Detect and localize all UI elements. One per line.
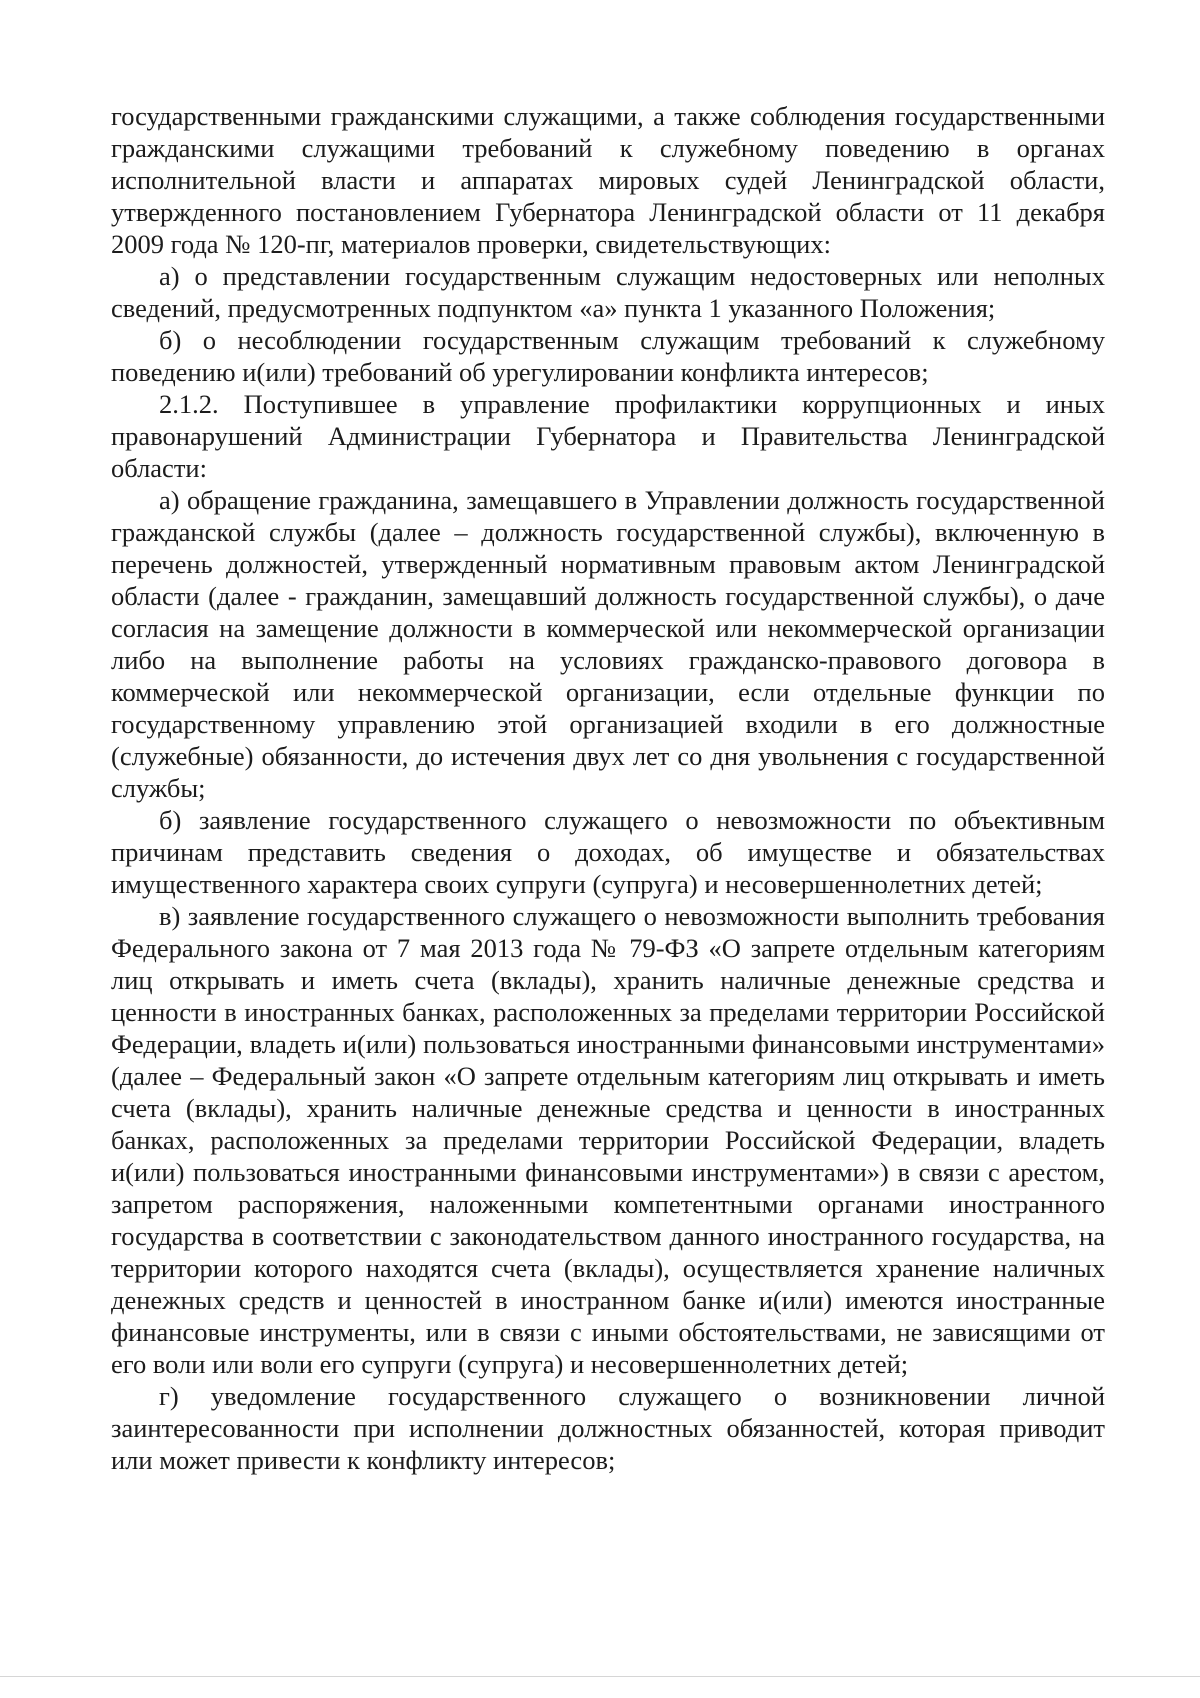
paragraph-item-a-false-info: а) о представлении государственным служащим недостоверных или неполных сведений, предусмотренных подпунктом «а» пункта 1 указанного Положения; [111, 261, 1105, 323]
paragraph-intro: государственными гражданскими служащими, а также соблюдения государственными гражданскими служащими требований к служебному поведению в органах исполнительной власти и аппаратах мировых судей Ленинградской области, утвержденного постановлением Губернатора Ленинградской области от 11 декабря 2009 года № 120-пг, материалов проверки, свидетельствующих: [111, 101, 1105, 259]
document-body [111, 100, 1105, 1476]
paragraph-item-b-income-statement: б) заявление государственного служащего о невозможности по объективным причинам представить сведения о доходах, об имуществе и обязательствах имущественного характера своих супруги (супруга) и несовершеннолетних детей; [111, 805, 1105, 899]
page-bottom-divider [0, 1676, 1200, 1677]
paragraph-item-a-citizen-appeal: а) обращение гражданина, замещавшего в Управлении должность государственной гражданской службы (далее – должность государственной службы), включенную в перечень должностей, утвержденный нормативным правовым актом Ленинградской области (далее - гражданин, замещавший должность государственной службы), о даче согласия на замещение должности в коммерческой или некоммерческой организации либо на выполнение работы на условиях гражданско-правового договора в коммерческой или некоммерческой организации, если отдельные функции по государственному управлению этой организацией входили в его должностные (служебные) обязанности, до истечения двух лет со дня увольнения с государственной службы; [111, 485, 1105, 803]
paragraph-item-b-conduct: б) о несоблюдении государственным служащим требований к служебному поведению и(или) требований об урегулировании конфликта интересов; [111, 325, 1105, 387]
paragraph-section-2-1-2: 2.1.2. Поступившее в управление профилактики коррупционных и иных правонарушений Администрации Губернатора и Правительства Ленинградской области: [111, 389, 1105, 483]
paragraph-item-v-foreign-accounts: в) заявление государственного служащего о невозможности выполнить требования Федерального закона от 7 мая 2013 года № 79-ФЗ «О запрете отдельным категориям лиц открывать и иметь счета (вклады), хранить наличные денежные средства и ценности в иностранных банках, расположенных за пределами территории Российской Федерации, владеть и(или) пользоваться иностранными финансовыми инструментами» (далее – Федеральный закон «О запрете отдельным категориям лиц открывать и иметь счета (вклады), хранить наличные денежные средства и ценности в иностранных банках, расположенных за пределами территории Российской Федерации, владеть и(или) пользоваться иностранными финансовыми инструментами») в связи с арестом, запретом распоряжения, наложенными компетентными органами иностранного государства в соответствии с законодательством данного иностранного государства, на территории которого находятся счета (вклады), осуществляется хранение наличных денежных средств и ценностей в иностранном банке и(или) имеются иностранные финансовые инструменты, или в связи с иными обстоятельствами, не зависящими от его воли или воли его супруги (супруга) и несовершеннолетних детей; [111, 901, 1105, 1379]
paragraph-item-g-conflict-notice: г) уведомление государственного служащего о возникновении личной заинтересованности при исполнении должностных обязанностей, которая приводит или может привести к конфликту интересов; [111, 1381, 1105, 1475]
